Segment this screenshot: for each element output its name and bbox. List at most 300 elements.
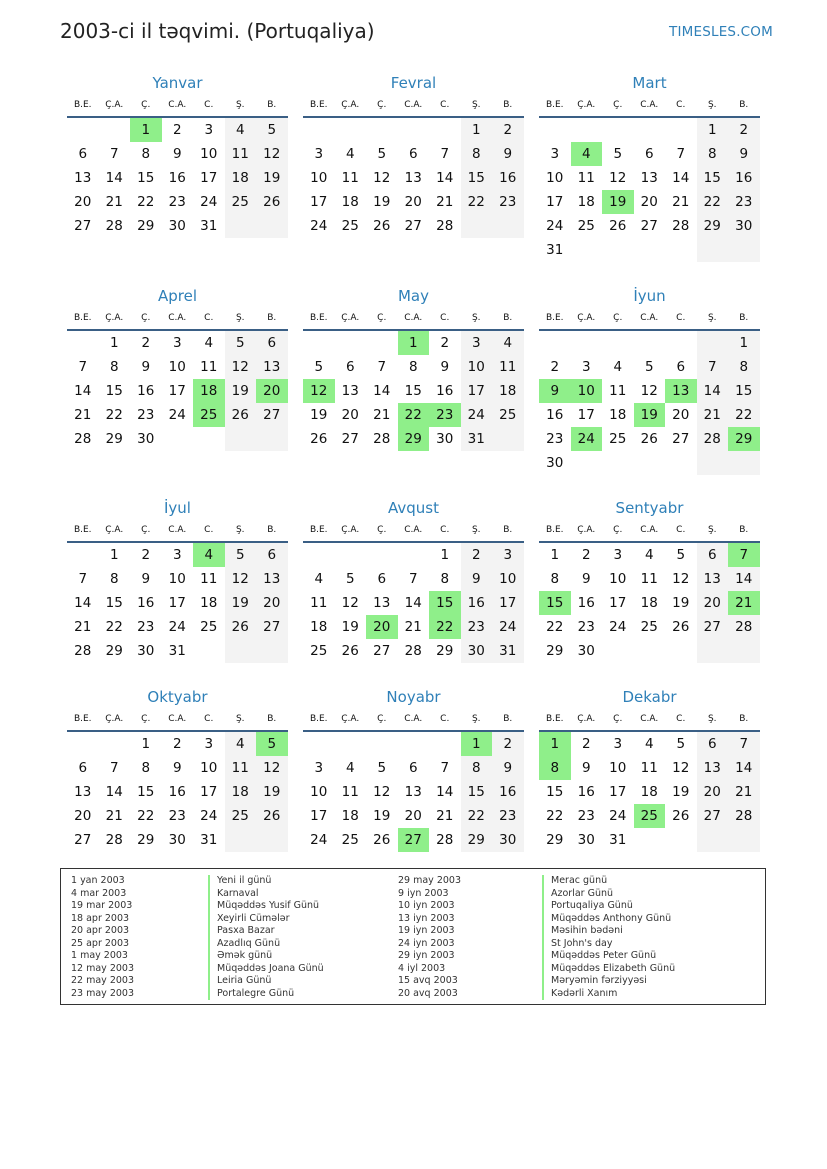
day-cell: 23 bbox=[728, 190, 760, 214]
day-cell: 31 bbox=[200, 218, 218, 234]
holiday-day-cell: 24 bbox=[571, 427, 603, 451]
empty-cell bbox=[99, 118, 131, 142]
weekday-label: B. bbox=[267, 714, 277, 724]
weekday-label: B.E. bbox=[545, 100, 564, 110]
day-cell: 5 bbox=[345, 571, 355, 587]
day-cell: 10 bbox=[310, 784, 328, 800]
day-cell: 17 bbox=[168, 595, 186, 611]
weekday-label: B.E. bbox=[309, 100, 328, 110]
day-cell: 12 bbox=[672, 571, 690, 587]
day-grid bbox=[303, 331, 524, 451]
day-cell: 8 bbox=[728, 355, 760, 379]
day-cell: 21 bbox=[105, 808, 123, 824]
empty-cell bbox=[492, 427, 524, 451]
holiday-name: Məsihin bədəni bbox=[551, 925, 623, 936]
day-cell: 18 bbox=[577, 194, 595, 210]
weekday-label: Ç.A. bbox=[577, 714, 596, 724]
holiday-date: 20 apr 2003 bbox=[71, 925, 130, 936]
day-cell: 30 bbox=[137, 643, 155, 659]
holiday-day-cell: 22 bbox=[398, 403, 430, 427]
day-cell: 12 bbox=[256, 756, 288, 780]
month-10 bbox=[67, 687, 288, 852]
empty-cell bbox=[634, 451, 666, 475]
day-cell: 26 bbox=[640, 431, 658, 447]
day-cell: 1 bbox=[440, 547, 450, 563]
day-cell: 5 bbox=[377, 146, 387, 162]
empty-cell bbox=[665, 639, 697, 663]
day-cell: 14 bbox=[728, 756, 760, 780]
day-cell: 14 bbox=[74, 595, 92, 611]
day-cell: 3 bbox=[613, 736, 623, 752]
day-cell: 25 bbox=[341, 832, 359, 848]
day-cell: 16 bbox=[168, 784, 186, 800]
day-cell: 13 bbox=[404, 170, 422, 186]
holiday-day-cell: 29 bbox=[728, 427, 760, 451]
holiday-dates-column-2 bbox=[398, 875, 528, 1000]
holiday-name: Pasxa Bazar bbox=[217, 925, 275, 936]
day-cell: 11 bbox=[640, 760, 658, 776]
day-cell: 18 bbox=[225, 780, 257, 804]
day-cell: 12 bbox=[640, 383, 658, 399]
day-cell: 21 bbox=[105, 194, 123, 210]
weekday-label: Ç.A. bbox=[105, 313, 124, 323]
holiday-date: 19 iyn 2003 bbox=[398, 925, 455, 936]
day-cell: 28 bbox=[697, 427, 729, 451]
day-cell: 6 bbox=[697, 732, 729, 756]
empty-cell bbox=[225, 828, 257, 852]
empty-cell bbox=[366, 118, 398, 142]
holiday-day-cell: 19 bbox=[602, 190, 634, 214]
empty-cell bbox=[256, 828, 288, 852]
day-cell: 28 bbox=[728, 615, 760, 639]
day-cell: 10 bbox=[200, 760, 218, 776]
day-cell: 25 bbox=[225, 190, 257, 214]
empty-cell bbox=[225, 427, 257, 451]
holiday-name: Merac günü bbox=[551, 875, 608, 886]
day-cell: 22 bbox=[461, 190, 493, 214]
empty-cell bbox=[303, 118, 335, 142]
weekday-header bbox=[303, 707, 524, 732]
weekday-label: B. bbox=[267, 525, 277, 535]
weekday-label: C.A. bbox=[168, 525, 187, 535]
day-cell: 26 bbox=[341, 643, 359, 659]
holiday-day-cell: 18 bbox=[193, 379, 225, 403]
empty-cell bbox=[193, 427, 225, 451]
day-cell: 30 bbox=[137, 431, 155, 447]
day-cell: 13 bbox=[373, 595, 391, 611]
day-cell: 10 bbox=[609, 571, 627, 587]
day-cell: 9 bbox=[728, 142, 760, 166]
holiday-day-cell: 15 bbox=[539, 591, 571, 615]
weekday-label: Ç. bbox=[613, 100, 623, 110]
holiday-day-cell: 1 bbox=[130, 118, 162, 142]
day-cell: 28 bbox=[105, 832, 123, 848]
day-cell: 11 bbox=[310, 595, 328, 611]
day-cell: 22 bbox=[546, 808, 564, 824]
day-cell: 28 bbox=[436, 832, 454, 848]
day-cell: 25 bbox=[492, 403, 524, 427]
day-cell: 5 bbox=[314, 359, 324, 375]
day-grid bbox=[67, 543, 288, 663]
day-cell: 28 bbox=[105, 218, 123, 234]
weekday-label: C.A. bbox=[640, 100, 659, 110]
holiday-name: Müqəddəs Anthony Günü bbox=[551, 912, 672, 924]
weekday-label: Ç. bbox=[613, 525, 623, 535]
day-cell: 30 bbox=[168, 218, 186, 234]
empty-cell bbox=[429, 732, 461, 756]
day-cell: 24 bbox=[200, 194, 218, 210]
weekday-label: C.A. bbox=[404, 525, 423, 535]
holiday-name: Məryəmin fərziyyəsi bbox=[551, 975, 647, 986]
day-cell: 2 bbox=[172, 122, 182, 138]
day-cell: 20 bbox=[404, 808, 422, 824]
weekday-label: Ş. bbox=[471, 525, 481, 535]
holiday-name: Azorlar Günü bbox=[551, 887, 614, 899]
day-cell: 18 bbox=[492, 379, 524, 403]
month-name: Sentyabr bbox=[615, 499, 684, 517]
day-cell: 17 bbox=[168, 383, 186, 399]
day-cell: 4 bbox=[644, 547, 654, 563]
day-cell: 23 bbox=[492, 190, 524, 214]
day-cell: 10 bbox=[461, 355, 493, 379]
day-cell: 21 bbox=[697, 403, 729, 427]
holiday-date: 22 may 2003 bbox=[71, 975, 135, 986]
day-cell: 17 bbox=[546, 194, 564, 210]
weekday-header bbox=[303, 518, 524, 543]
weekday-label: Ş. bbox=[707, 714, 717, 724]
holiday-name: Müqəddəs Joana Günü bbox=[217, 962, 324, 974]
day-cell: 12 bbox=[341, 595, 359, 611]
weekday-label: C.A. bbox=[168, 714, 187, 724]
day-cell: 1 bbox=[109, 547, 119, 563]
weekday-label: C. bbox=[676, 525, 686, 535]
day-cell: 11 bbox=[577, 170, 595, 186]
holiday-day-cell: 21 bbox=[728, 591, 760, 615]
empty-cell bbox=[335, 543, 367, 567]
holiday-date: 4 iyl 2003 bbox=[398, 962, 446, 974]
day-cell: 18 bbox=[341, 194, 359, 210]
day-cell: 14 bbox=[373, 383, 391, 399]
day-cell: 26 bbox=[225, 403, 257, 427]
day-cell: 9 bbox=[492, 142, 524, 166]
day-cell: 26 bbox=[373, 832, 391, 848]
day-cell: 5 bbox=[225, 543, 257, 567]
day-cell: 24 bbox=[461, 403, 493, 427]
empty-cell bbox=[602, 639, 634, 663]
holiday-day-cell: 20 bbox=[366, 615, 398, 639]
day-cell: 12 bbox=[373, 170, 391, 186]
day-cell: 16 bbox=[546, 407, 564, 423]
day-cell: 4 bbox=[492, 331, 524, 355]
day-cell: 4 bbox=[204, 335, 214, 351]
day-cell: 2 bbox=[581, 547, 591, 563]
holiday-date: 12 may 2003 bbox=[71, 962, 135, 974]
weekday-label: Ş. bbox=[707, 100, 717, 110]
weekday-header bbox=[67, 707, 288, 732]
empty-cell bbox=[366, 543, 398, 567]
day-cell: 11 bbox=[341, 784, 359, 800]
month-3 bbox=[539, 73, 760, 262]
weekday-label: Ç.A. bbox=[577, 525, 596, 535]
day-cell: 27 bbox=[256, 615, 288, 639]
month-name: Oktyabr bbox=[147, 688, 208, 706]
weekday-label: B. bbox=[267, 313, 277, 323]
day-cell: 18 bbox=[609, 407, 627, 423]
empty-cell bbox=[571, 238, 603, 262]
day-cell: 23 bbox=[577, 619, 595, 635]
weekday-header bbox=[539, 707, 760, 732]
day-cell: 20 bbox=[697, 591, 729, 615]
day-cell: 19 bbox=[225, 379, 257, 403]
day-cell: 13 bbox=[697, 567, 729, 591]
day-cell: 10 bbox=[546, 170, 564, 186]
day-cell: 21 bbox=[728, 780, 760, 804]
day-cell: 17 bbox=[492, 591, 524, 615]
holiday-date: 29 iyn 2003 bbox=[398, 950, 455, 961]
day-cell: 9 bbox=[141, 571, 151, 587]
day-cell: 8 bbox=[440, 571, 450, 587]
empty-cell bbox=[335, 331, 367, 355]
weekday-label: C.A. bbox=[168, 100, 187, 110]
holiday-day-cell: 12 bbox=[303, 379, 335, 403]
day-cell: 7 bbox=[440, 146, 450, 162]
day-cell: 23 bbox=[492, 804, 524, 828]
day-cell: 19 bbox=[310, 407, 328, 423]
day-cell: 22 bbox=[546, 619, 564, 635]
holiday-day-cell: 27 bbox=[398, 828, 430, 852]
day-cell: 15 bbox=[137, 784, 155, 800]
month-2 bbox=[303, 73, 524, 238]
empty-cell bbox=[256, 427, 288, 451]
weekday-label: C. bbox=[440, 525, 450, 535]
weekday-header bbox=[539, 518, 760, 543]
day-cell: 3 bbox=[550, 146, 560, 162]
weekday-label: Ç. bbox=[377, 100, 387, 110]
day-cell: 16 bbox=[137, 383, 155, 399]
month-name: Noyabr bbox=[386, 688, 441, 706]
empty-cell bbox=[303, 732, 335, 756]
day-cell: 9 bbox=[172, 760, 182, 776]
day-cell: 14 bbox=[697, 379, 729, 403]
empty-cell bbox=[461, 214, 493, 238]
day-cell: 5 bbox=[676, 547, 686, 563]
day-grid bbox=[303, 732, 524, 852]
day-cell: 23 bbox=[577, 808, 595, 824]
weekday-label: Ç.A. bbox=[341, 313, 360, 323]
month-12 bbox=[539, 687, 760, 852]
empty-cell bbox=[225, 639, 257, 663]
weekday-label: B. bbox=[739, 313, 749, 323]
weekday-label: Ç. bbox=[141, 100, 151, 110]
weekday-label: B.E. bbox=[545, 714, 564, 724]
month-11 bbox=[303, 687, 524, 852]
holiday-date: 29 may 2003 bbox=[398, 875, 462, 886]
weekday-label: Ç.A. bbox=[105, 100, 124, 110]
weekday-label: B.E. bbox=[73, 714, 92, 724]
day-cell: 23 bbox=[137, 619, 155, 635]
day-cell: 24 bbox=[546, 218, 564, 234]
day-cell: 20 bbox=[672, 407, 690, 423]
holiday-date: 4 mar 2003 bbox=[71, 887, 127, 899]
weekday-label: C. bbox=[440, 313, 450, 323]
day-cell: 17 bbox=[609, 595, 627, 611]
holiday-date: 25 apr 2003 bbox=[71, 937, 130, 949]
empty-cell bbox=[697, 451, 729, 475]
day-cell: 27 bbox=[74, 832, 92, 848]
weekday-label: Ş. bbox=[471, 313, 481, 323]
weekday-label: Ç.A. bbox=[341, 714, 360, 724]
day-cell: 22 bbox=[461, 804, 493, 828]
day-cell: 17 bbox=[310, 194, 328, 210]
holiday-day-cell: 1 bbox=[461, 732, 493, 756]
day-cell: 20 bbox=[256, 591, 288, 615]
day-cell: 7 bbox=[440, 760, 450, 776]
holiday-day-cell: 25 bbox=[634, 804, 666, 828]
day-cell: 6 bbox=[408, 146, 418, 162]
holiday-day-cell: 19 bbox=[634, 403, 666, 427]
day-cell: 7 bbox=[78, 359, 88, 375]
day-grid bbox=[539, 543, 760, 663]
day-cell: 13 bbox=[74, 170, 92, 186]
day-cell: 1 bbox=[461, 118, 493, 142]
holiday-date: 23 may 2003 bbox=[71, 987, 135, 999]
day-cell: 11 bbox=[492, 355, 524, 379]
day-cell: 14 bbox=[672, 170, 690, 186]
day-cell: 25 bbox=[225, 804, 257, 828]
day-cell: 27 bbox=[640, 218, 658, 234]
weekday-label: Ç.A. bbox=[105, 525, 124, 535]
day-cell: 27 bbox=[697, 615, 729, 639]
month-9 bbox=[539, 498, 760, 663]
holiday-day-cell: 13 bbox=[665, 379, 697, 403]
weekday-label: C. bbox=[676, 714, 686, 724]
day-cell: 12 bbox=[609, 170, 627, 186]
day-cell: 6 bbox=[676, 359, 686, 375]
day-cell: 1 bbox=[141, 736, 151, 752]
day-cell: 26 bbox=[373, 218, 391, 234]
holiday-day-cell: 29 bbox=[398, 427, 430, 451]
day-grid bbox=[67, 118, 288, 238]
day-cell: 12 bbox=[225, 567, 257, 591]
day-cell: 10 bbox=[200, 146, 218, 162]
day-cell: 29 bbox=[436, 643, 454, 659]
day-cell: 14 bbox=[105, 784, 123, 800]
weekday-label: Ç.A. bbox=[577, 313, 596, 323]
weekday-label: B. bbox=[739, 525, 749, 535]
day-cell: 28 bbox=[74, 643, 92, 659]
holiday-day-cell: 8 bbox=[539, 756, 571, 780]
weekday-label: B.E. bbox=[73, 525, 92, 535]
empty-cell bbox=[366, 732, 398, 756]
empty-cell bbox=[634, 639, 666, 663]
day-cell: 13 bbox=[640, 170, 658, 186]
day-cell: 14 bbox=[436, 784, 454, 800]
holiday-name: Leiria Günü bbox=[217, 975, 272, 986]
day-cell: 30 bbox=[168, 832, 186, 848]
holiday-list bbox=[60, 868, 766, 1005]
day-cell: 8 bbox=[408, 359, 418, 375]
day-cell: 26 bbox=[256, 190, 288, 214]
weekday-header bbox=[539, 93, 760, 118]
holiday-names-column-1 bbox=[208, 875, 387, 1000]
holiday-day-cell: 4 bbox=[193, 543, 225, 567]
day-cell: 26 bbox=[609, 218, 627, 234]
day-cell: 26 bbox=[225, 615, 257, 639]
weekday-label: C.A. bbox=[404, 313, 423, 323]
day-cell: 13 bbox=[404, 784, 422, 800]
month-7 bbox=[67, 498, 288, 663]
day-cell: 2 bbox=[550, 359, 560, 375]
empty-cell bbox=[429, 118, 461, 142]
day-cell: 17 bbox=[200, 784, 218, 800]
day-cell: 29 bbox=[105, 643, 123, 659]
day-cell: 22 bbox=[697, 190, 729, 214]
day-cell: 7 bbox=[408, 571, 418, 587]
holiday-day-cell: 23 bbox=[429, 403, 461, 427]
empty-cell bbox=[665, 331, 697, 355]
day-cell: 6 bbox=[78, 760, 88, 776]
day-cell: 20 bbox=[74, 808, 92, 824]
empty-cell bbox=[492, 214, 524, 238]
day-cell: 16 bbox=[728, 166, 760, 190]
weekday-label: Ç.A. bbox=[577, 100, 596, 110]
day-cell: 22 bbox=[105, 407, 123, 423]
weekday-label: Ç.A. bbox=[105, 714, 124, 724]
day-cell: 16 bbox=[436, 383, 454, 399]
day-cell: 30 bbox=[728, 214, 760, 238]
month-6 bbox=[539, 286, 760, 475]
day-cell: 28 bbox=[436, 218, 454, 234]
day-cell: 13 bbox=[341, 383, 359, 399]
day-cell: 27 bbox=[672, 431, 690, 447]
day-cell: 7 bbox=[78, 571, 88, 587]
empty-cell bbox=[398, 543, 430, 567]
day-cell: 15 bbox=[546, 784, 564, 800]
empty-cell bbox=[697, 828, 729, 852]
weekday-header bbox=[303, 93, 524, 118]
holiday-name: Xeyirli Cümələr bbox=[217, 912, 290, 924]
day-cell: 13 bbox=[74, 784, 92, 800]
day-cell: 5 bbox=[613, 146, 623, 162]
day-cell: 16 bbox=[461, 591, 493, 615]
holiday-date: 9 iyn 2003 bbox=[398, 887, 449, 899]
day-cell: 8 bbox=[109, 359, 119, 375]
day-cell: 20 bbox=[341, 407, 359, 423]
weekday-header bbox=[539, 306, 760, 331]
day-cell: 23 bbox=[168, 808, 186, 824]
weekday-label: C. bbox=[204, 313, 214, 323]
day-cell: 17 bbox=[577, 407, 595, 423]
day-cell: 19 bbox=[373, 194, 391, 210]
day-cell: 1 bbox=[697, 118, 729, 142]
day-cell: 6 bbox=[644, 146, 654, 162]
holiday-name: Azadlıq Günü bbox=[217, 937, 281, 949]
weekday-label: C.A. bbox=[640, 525, 659, 535]
day-cell: 28 bbox=[74, 431, 92, 447]
day-cell: 10 bbox=[492, 567, 524, 591]
day-cell: 16 bbox=[492, 166, 524, 190]
day-cell: 16 bbox=[492, 780, 524, 804]
day-cell: 27 bbox=[697, 804, 729, 828]
day-cell: 31 bbox=[168, 643, 186, 659]
empty-cell bbox=[665, 451, 697, 475]
empty-cell bbox=[697, 639, 729, 663]
empty-cell bbox=[335, 118, 367, 142]
site-logo[interactable]: TIMESLES.COM bbox=[669, 24, 773, 40]
empty-cell bbox=[539, 118, 571, 142]
day-cell: 20 bbox=[640, 194, 658, 210]
day-cell: 7 bbox=[377, 359, 387, 375]
